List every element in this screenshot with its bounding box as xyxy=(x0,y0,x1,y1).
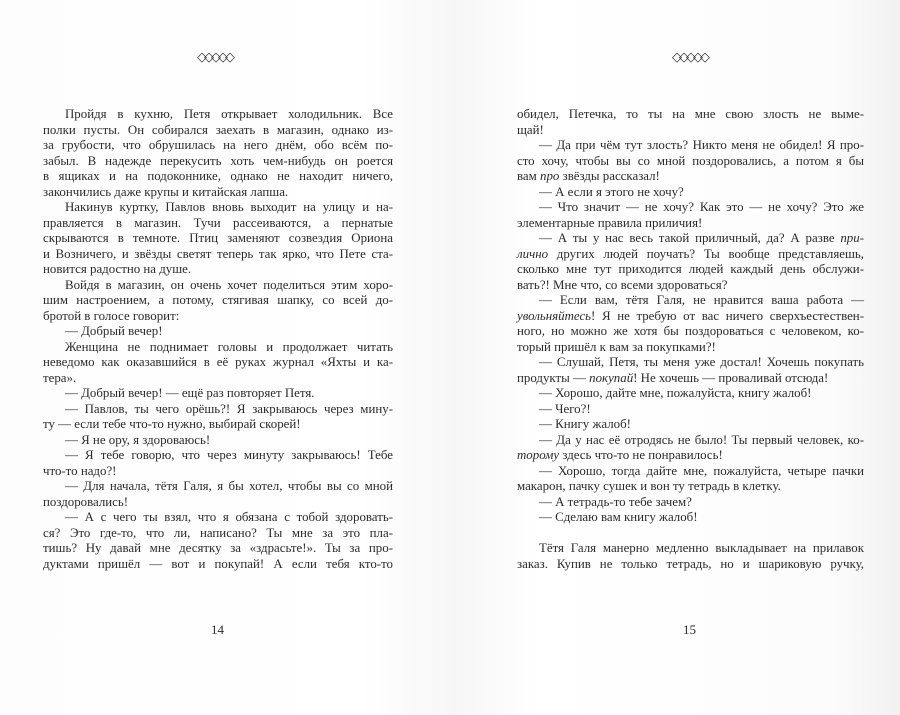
text-line xyxy=(43,402,393,418)
text-line xyxy=(43,262,393,278)
text-segment: макарон, пачку сушек и вон ту тетрадь в клетку. xyxy=(517,479,781,493)
text-line xyxy=(43,231,393,247)
page-text xyxy=(517,107,864,572)
text-segment: — А если я этого не хочу? xyxy=(539,184,684,199)
text-line xyxy=(43,107,393,123)
italic-text: торому xyxy=(517,448,560,462)
text-segment: Женщина не поднимает головы и продолжает читать xyxy=(65,339,393,354)
text-line xyxy=(43,417,393,433)
text-line xyxy=(517,433,864,449)
text-line xyxy=(43,371,393,387)
page-number: 14 xyxy=(211,622,224,637)
text-line xyxy=(517,417,864,433)
text-segment: новится радостно на душе. xyxy=(43,262,192,276)
text-segment: других людей поучать? Ты вообще представляешь, xyxy=(548,246,864,261)
text-segment: ного, но можно же хотя бы поздороваться с человеком, ко- xyxy=(517,324,864,338)
text-segment: — Я не ору, я здороваюсь! xyxy=(65,432,211,447)
text-segment: — Добрый вечер! xyxy=(65,324,163,338)
text-segment: — Сделаю вам книгу жалоб! xyxy=(539,510,698,524)
italic-text: покупай xyxy=(589,370,634,385)
text-segment: за грубости, что обрушилась на него днём, обо всём по- xyxy=(43,138,393,152)
italic-text: про xyxy=(540,169,560,183)
text-line xyxy=(43,278,393,294)
text-line xyxy=(43,169,393,185)
text-line xyxy=(43,324,393,340)
text-segment: тера». xyxy=(43,370,77,385)
text-segment: — Если вам, тётя Галя, не нравится ваша работа — xyxy=(539,293,864,307)
text-line xyxy=(43,479,393,495)
text-line xyxy=(517,324,864,340)
text-line xyxy=(517,340,864,356)
text-line xyxy=(517,216,864,232)
text-line xyxy=(517,123,864,139)
text-line xyxy=(517,386,864,402)
text-line xyxy=(43,185,393,201)
text-segment: — Что значит — не хочу? Как это — не хочу? Это же xyxy=(539,200,864,214)
text-line xyxy=(517,278,864,294)
text-segment: — А с чего ты взял, что я обязана с тобой здоровать- xyxy=(65,510,393,524)
text-segment: неведомо как оказавшийся в её руках журнал «Яхты и ка- xyxy=(43,355,393,369)
text-segment: — Добрый вечер! — ещё раз повторяет Петя. xyxy=(65,386,315,400)
text-line xyxy=(517,200,864,216)
text-line xyxy=(517,293,864,309)
italic-text: при- xyxy=(840,231,864,245)
ornament-decoration: ◇◇◇◇◇ xyxy=(197,49,232,64)
text-segment: — Для начала, тётя Галя, я бы хотел, чтобы вы со мной xyxy=(65,479,393,493)
text-line xyxy=(517,355,864,371)
text-segment: щай! xyxy=(517,122,544,137)
text-line xyxy=(43,293,393,309)
text-segment: дуктами пришёл — вот и покупай! А если тебя кто-то xyxy=(43,556,393,571)
text-segment: ту — если тебе что-то нужно, выбирай скорей! xyxy=(43,417,301,431)
text-segment: — Да при чём тут злость? Никто меня не обидел! Я про- xyxy=(539,138,864,152)
text-segment: — Хорошо, дайте мне, пожалуйста, книгу жалоб! xyxy=(539,386,812,400)
text-line xyxy=(43,448,393,464)
text-line xyxy=(517,169,864,185)
text-segment: — А ты у нас весь такой приличный, да? А разве xyxy=(539,231,841,245)
text-line xyxy=(43,541,393,557)
text-segment: — Слушай, Петя, ты меня уже достал! Хочешь покупать xyxy=(539,355,864,369)
text-segment: вам xyxy=(517,169,541,183)
text-line xyxy=(517,557,864,573)
text-line xyxy=(43,433,393,449)
text-line xyxy=(517,448,864,464)
text-segment: — Я тебе говорю, что через минуту закрываюсь! Тебе xyxy=(65,448,393,462)
text-segment: ся? Это где-то, что ли, написано? Ты мне за это пла- xyxy=(43,525,393,540)
text-segment: — Да у нас её отродясь не было! Ты первый человек, ко- xyxy=(539,432,864,447)
text-segment: полки пусты. Он собирался заехать в магазин, однако из- xyxy=(43,122,393,137)
text-segment: Войдя в магазин, он очень хочет поделиться этим хоро- xyxy=(65,277,393,292)
text-segment: — Павлов, ты чего орёшь?! Я закрываюсь через мину- xyxy=(65,401,393,416)
text-segment: ! Я не требую от вас ничего сверхъестествен- xyxy=(591,308,864,323)
text-line xyxy=(517,541,864,557)
text-line xyxy=(517,262,864,278)
text-line xyxy=(43,557,393,573)
text-segment: и Возничего, и звёзды светят теперь так ярко, что Пете ста- xyxy=(43,246,393,261)
text-line xyxy=(517,138,864,154)
text-line xyxy=(43,510,393,526)
text-segment: торый пришёл к вам за покупками?! xyxy=(517,339,716,354)
text-segment: в ящиках и на подоконнике, однако не находит ничего, xyxy=(43,169,393,183)
text-segment: здесь что-то не понравилось! xyxy=(559,448,723,462)
text-line xyxy=(517,107,864,123)
text-segment: Пройдя в кухню, Петя открывает холодильник. Все xyxy=(65,107,393,121)
text-segment: — Чего?! xyxy=(539,401,591,416)
text-segment: заказ. Купив не только тетрадь, но и шариковую ручку, xyxy=(517,556,864,571)
text-segment: — А тетрадь-то тебе зачем? xyxy=(539,494,692,509)
text-line xyxy=(43,216,393,232)
text-line xyxy=(517,371,864,387)
text-segment: — Книгу жалоб! xyxy=(539,417,631,431)
text-line xyxy=(517,231,864,247)
text-line xyxy=(517,495,864,511)
text-segment: тишь? Ну давай мне десятку за «здрасьте!». Ты за про- xyxy=(43,541,393,555)
text-segment: звёзды рассказал! xyxy=(559,169,660,183)
text-line xyxy=(43,200,393,216)
page-number: 15 xyxy=(683,622,696,637)
text-segment: бротой в голосе говорит: xyxy=(43,308,180,323)
text-line xyxy=(517,479,864,495)
text-segment: сколько мне тут приходится людей каждый день обслужи- xyxy=(517,262,864,276)
text-line xyxy=(43,309,393,325)
text-line xyxy=(43,526,393,542)
text-line xyxy=(43,247,393,263)
text-line xyxy=(43,464,393,480)
text-line xyxy=(517,402,864,418)
text-segment: — Хорошо, тогда дайте мне, пожалуйста, четыре пачки xyxy=(539,463,864,478)
text-segment: вать?! Мне что, со всеми здороваться? xyxy=(517,277,728,292)
page-text xyxy=(43,107,393,572)
text-segment: Накинув куртку, Павлов вновь выходит на улицу и на- xyxy=(65,200,393,214)
text-segment: продукты — xyxy=(517,370,590,385)
text-line xyxy=(517,247,864,263)
text-segment: сто хочу, чтобы вы со мной поздоровались, а потом я бы xyxy=(517,153,864,168)
text-segment: Тётя Галя манерно медленно выкладывает на прилавок xyxy=(539,541,864,555)
text-segment: забыл. В надежде перекусить хоть чем-нибудь он роется xyxy=(43,153,393,168)
text-line xyxy=(43,123,393,139)
ornament-decoration: ◇◇◇◇◇ xyxy=(672,49,707,64)
text-line xyxy=(43,154,393,170)
text-segment: обидел, Петечка, то ты на мне свою злость не выме- xyxy=(517,107,864,121)
text-line xyxy=(517,154,864,170)
text-segment: шим настроением, а потому, стягивая шапку, со всей до- xyxy=(43,293,393,307)
text-line xyxy=(43,138,393,154)
text-segment: что-то надо?! xyxy=(43,463,117,478)
text-line xyxy=(517,185,864,201)
text-segment: ! Не хочешь — проваливай отсюда! xyxy=(633,370,829,385)
text-line xyxy=(517,510,864,526)
text-line xyxy=(43,340,393,356)
text-segment: элементарные правила приличия! xyxy=(517,215,703,230)
text-segment: закончились даже крупы и китайская лапша. xyxy=(43,184,289,199)
text-segment: поздоровались! xyxy=(43,494,129,509)
italic-text: увольняйтесь xyxy=(517,308,592,323)
text-line xyxy=(43,355,393,371)
text-segment: правляется в магазин. Тучи рассеиваются, а пернатые xyxy=(43,215,393,230)
blank-line xyxy=(517,526,864,542)
text-segment: скрываются в темноте. Птиц заменяют созвездия Ориона xyxy=(43,231,393,245)
right-page xyxy=(450,0,900,715)
text-line xyxy=(517,309,864,325)
italic-text: лично xyxy=(517,246,549,261)
text-line xyxy=(517,464,864,480)
text-line xyxy=(43,495,393,511)
text-line xyxy=(43,386,393,402)
